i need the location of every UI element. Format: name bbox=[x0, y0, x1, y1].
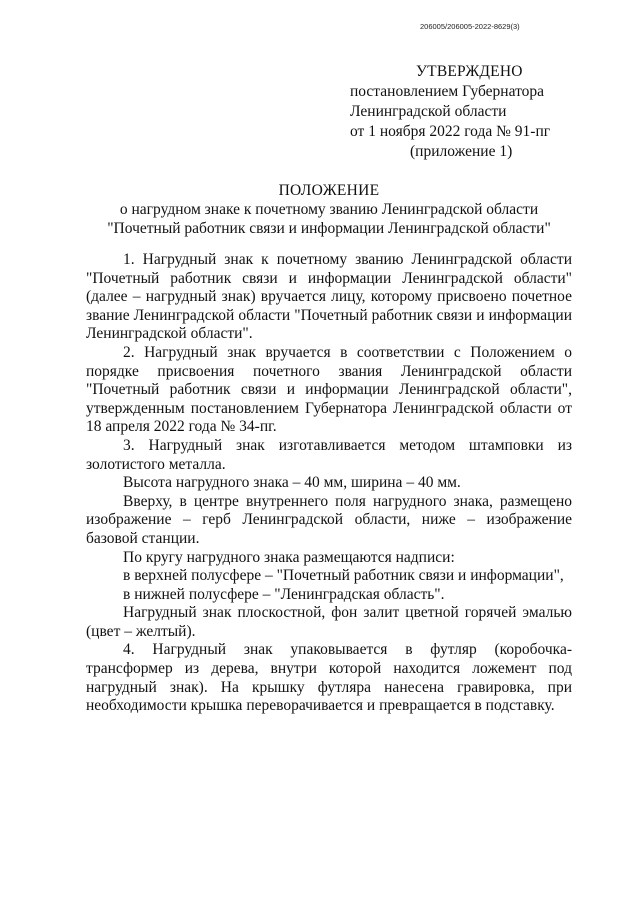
document-subtitle-line-2: "Почетный работник связи и информации Ленинградской области" bbox=[107, 220, 551, 237]
paragraph-2: 2. Нагрудный знак вручается в соответствии с Положением о порядке присвоения почетного звания Ленинградской области "Почетный работник связи и информации Ленинградской области", утвержденным постановлением Губернатора Ленинградской области от 18 апреля 2022 года № 34-пг. bbox=[86, 343, 572, 436]
approval-line-3: от 1 ноября 2022 года № 91-пг bbox=[350, 123, 551, 140]
document-subtitle-line-1: о нагрудном знаке к почетному званию Ленинградской области bbox=[119, 201, 539, 218]
approval-line-4: (приложение 1) bbox=[410, 143, 513, 160]
paragraph-5: Вверху, в центре внутреннего поля нагрудного знака, размещено изображение – герб Ленинградской области, ниже – изображение базовой станции. bbox=[86, 492, 572, 547]
approval-stamp-block bbox=[350, 62, 590, 162]
paragraph-9: Нагрудный знак плоскостной, фон залит цветной горячей эмалью (цвет – желтый). bbox=[86, 604, 572, 640]
paragraph-6: По кругу нагрудного знака размещаются надписи: bbox=[123, 548, 455, 566]
document-registration-number: 206005/206005-2022-8629(3) bbox=[420, 22, 520, 31]
approval-heading: УТВЕРЖДЕНО bbox=[416, 63, 523, 80]
document-title: ПОЛОЖЕНИЕ bbox=[278, 182, 380, 199]
approval-line-2: Ленинградской области bbox=[350, 103, 507, 120]
document-title-block bbox=[86, 181, 572, 238]
paragraph-7: в верхней полусфере – "Почетный работник связи и информации", bbox=[123, 567, 564, 585]
paragraph-10: 4. Нагрудный знак упаковывается в футляр (коробочка-трансформер из дерева, внутри которой находится ложемент под нагрудный знак). На крышку футляра нанесена гравировка, при необходимости крышка переворачивается и превращается в подставку. bbox=[86, 641, 572, 715]
paragraph-1: 1. Нагрудный знак к почетному званию Ленинградской области "Почетный работник связи и информации Ленинградской области" (далее – нагрудный знак) вручается лицу, которому присвоено почетное звание Ленинградской области "Почетный работник связи и информации Ленинградской области". bbox=[86, 251, 572, 343]
paragraph-8: в нижней полусфере – "Ленинградская область". bbox=[123, 585, 445, 603]
document-body bbox=[86, 251, 572, 716]
approval-line-1: постановлением Губернатора bbox=[350, 83, 545, 100]
paragraph-3: 3. Нагрудный знак изготавливается методом штамповки из золотистого металла. bbox=[86, 436, 572, 473]
paragraph-4: Высота нагрудного знака – 40 мм, ширина – 40 мм. bbox=[123, 474, 461, 492]
